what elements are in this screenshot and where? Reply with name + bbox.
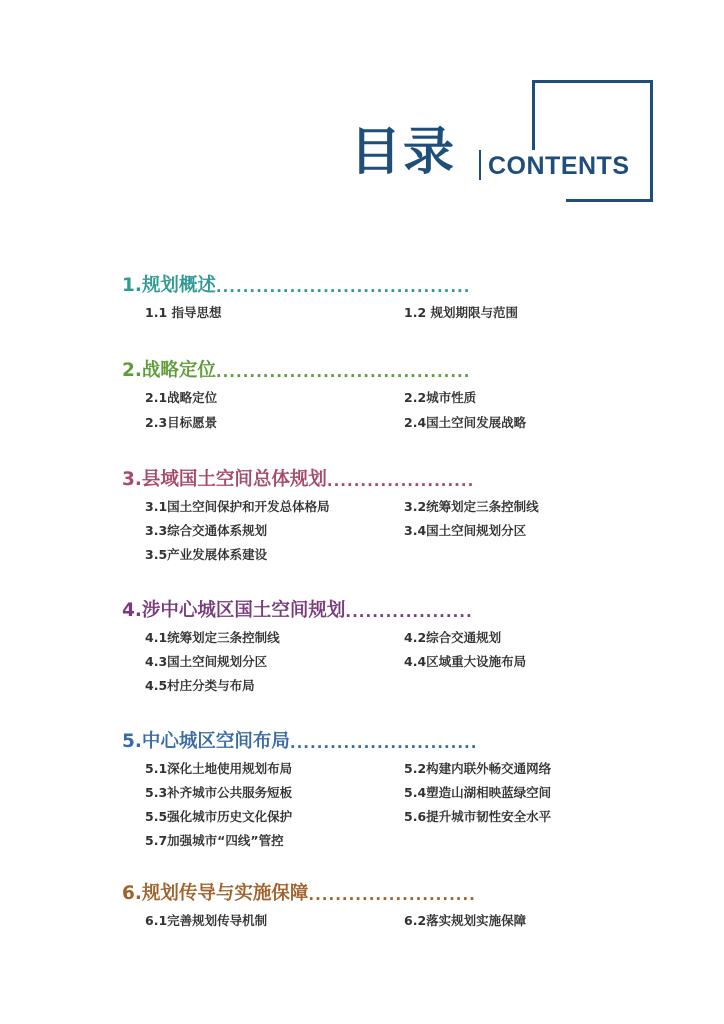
leader-dots: ............................ bbox=[289, 734, 478, 752]
toc-section-5 bbox=[122, 728, 602, 848]
title-divider bbox=[479, 150, 481, 180]
toc-section-2 bbox=[122, 357, 602, 430]
toc-section-heading[interactable] bbox=[122, 880, 602, 906]
toc-item[interactable]: 5.1深化土地使用规划布局 bbox=[145, 761, 293, 776]
toc-item[interactable]: 2.1战略定位 bbox=[145, 390, 218, 405]
toc-item[interactable]: 6.2落实规划实施保障 bbox=[404, 913, 527, 928]
section-title[interactable]: 5.中心城区空间布局 bbox=[122, 731, 290, 752]
toc-item[interactable]: 2.2城市性质 bbox=[404, 390, 477, 405]
toc-item[interactable]: 3.5产业发展体系建设 bbox=[145, 547, 268, 562]
toc-item[interactable]: 2.3目标愿景 bbox=[145, 415, 218, 430]
toc-item[interactable]: 4.3国土空间规划分区 bbox=[145, 654, 268, 669]
section-title[interactable]: 3.县域国土空间总体规划 bbox=[122, 469, 327, 490]
toc-item[interactable]: 2.4国土空间发展战略 bbox=[404, 415, 527, 430]
toc-item[interactable]: 1.1 指导思想 bbox=[145, 305, 222, 320]
section-title[interactable]: 1.规划概述 bbox=[122, 275, 216, 296]
toc-item[interactable]: 3.3综合交通体系规划 bbox=[145, 523, 268, 538]
toc-item[interactable]: 5.4塑造山湖相映蓝绿空间 bbox=[404, 785, 552, 800]
toc-item[interactable]: 4.1统筹划定三条控制线 bbox=[145, 630, 280, 645]
toc-item[interactable]: 3.1国土空间保护和开发总体格局 bbox=[145, 499, 330, 514]
toc-item[interactable]: 5.6提升城市韧性安全水平 bbox=[404, 809, 552, 824]
leader-dots: ...................................... bbox=[215, 363, 471, 381]
leader-dots: ................... bbox=[345, 603, 473, 621]
toc-item[interactable]: 5.2构建内联外畅交通网络 bbox=[404, 761, 552, 776]
toc-section-heading[interactable] bbox=[122, 272, 602, 298]
toc-section-heading[interactable] bbox=[122, 597, 602, 623]
toc-item[interactable]: 4.5村庄分类与布局 bbox=[145, 678, 255, 693]
toc-item[interactable]: 4.4区域重大设施布局 bbox=[404, 654, 527, 669]
toc-section-6 bbox=[122, 880, 602, 928]
toc-section-heading[interactable] bbox=[122, 357, 602, 383]
leader-dots: ...................................... bbox=[215, 278, 471, 296]
toc-section-3 bbox=[122, 466, 602, 562]
toc-item[interactable]: 5.3补齐城市公共服务短板 bbox=[145, 785, 293, 800]
section-title[interactable]: 4.涉中心城区国土空间规划 bbox=[122, 600, 346, 621]
toc-item[interactable]: 1.2 规划期限与范围 bbox=[404, 305, 518, 320]
section-title[interactable]: 2.战略定位 bbox=[122, 360, 216, 381]
page-title-chinese: 目录 bbox=[350, 123, 457, 182]
toc-section-4 bbox=[122, 597, 602, 693]
toc-section-heading[interactable] bbox=[122, 728, 602, 754]
toc-section-heading[interactable] bbox=[122, 466, 602, 492]
section-title[interactable]: 6.规划传导与实施保障 bbox=[122, 883, 309, 904]
toc-item[interactable]: 3.4国土空间规划分区 bbox=[404, 523, 527, 538]
leader-dots: ......................... bbox=[308, 886, 476, 904]
page-title-english: CONTENTS bbox=[488, 152, 630, 180]
toc-item[interactable]: 5.7加强城市“四线”管控 bbox=[145, 833, 284, 848]
leader-dots: ...................... bbox=[326, 472, 475, 490]
toc-item[interactable]: 3.2统筹划定三条控制线 bbox=[404, 499, 539, 514]
toc-item[interactable]: 5.5强化城市历史文化保护 bbox=[145, 809, 293, 824]
toc-section-1 bbox=[122, 272, 602, 320]
toc-item[interactable]: 6.1完善规划传导机制 bbox=[145, 913, 268, 928]
toc-item[interactable]: 4.2综合交通规划 bbox=[404, 630, 502, 645]
